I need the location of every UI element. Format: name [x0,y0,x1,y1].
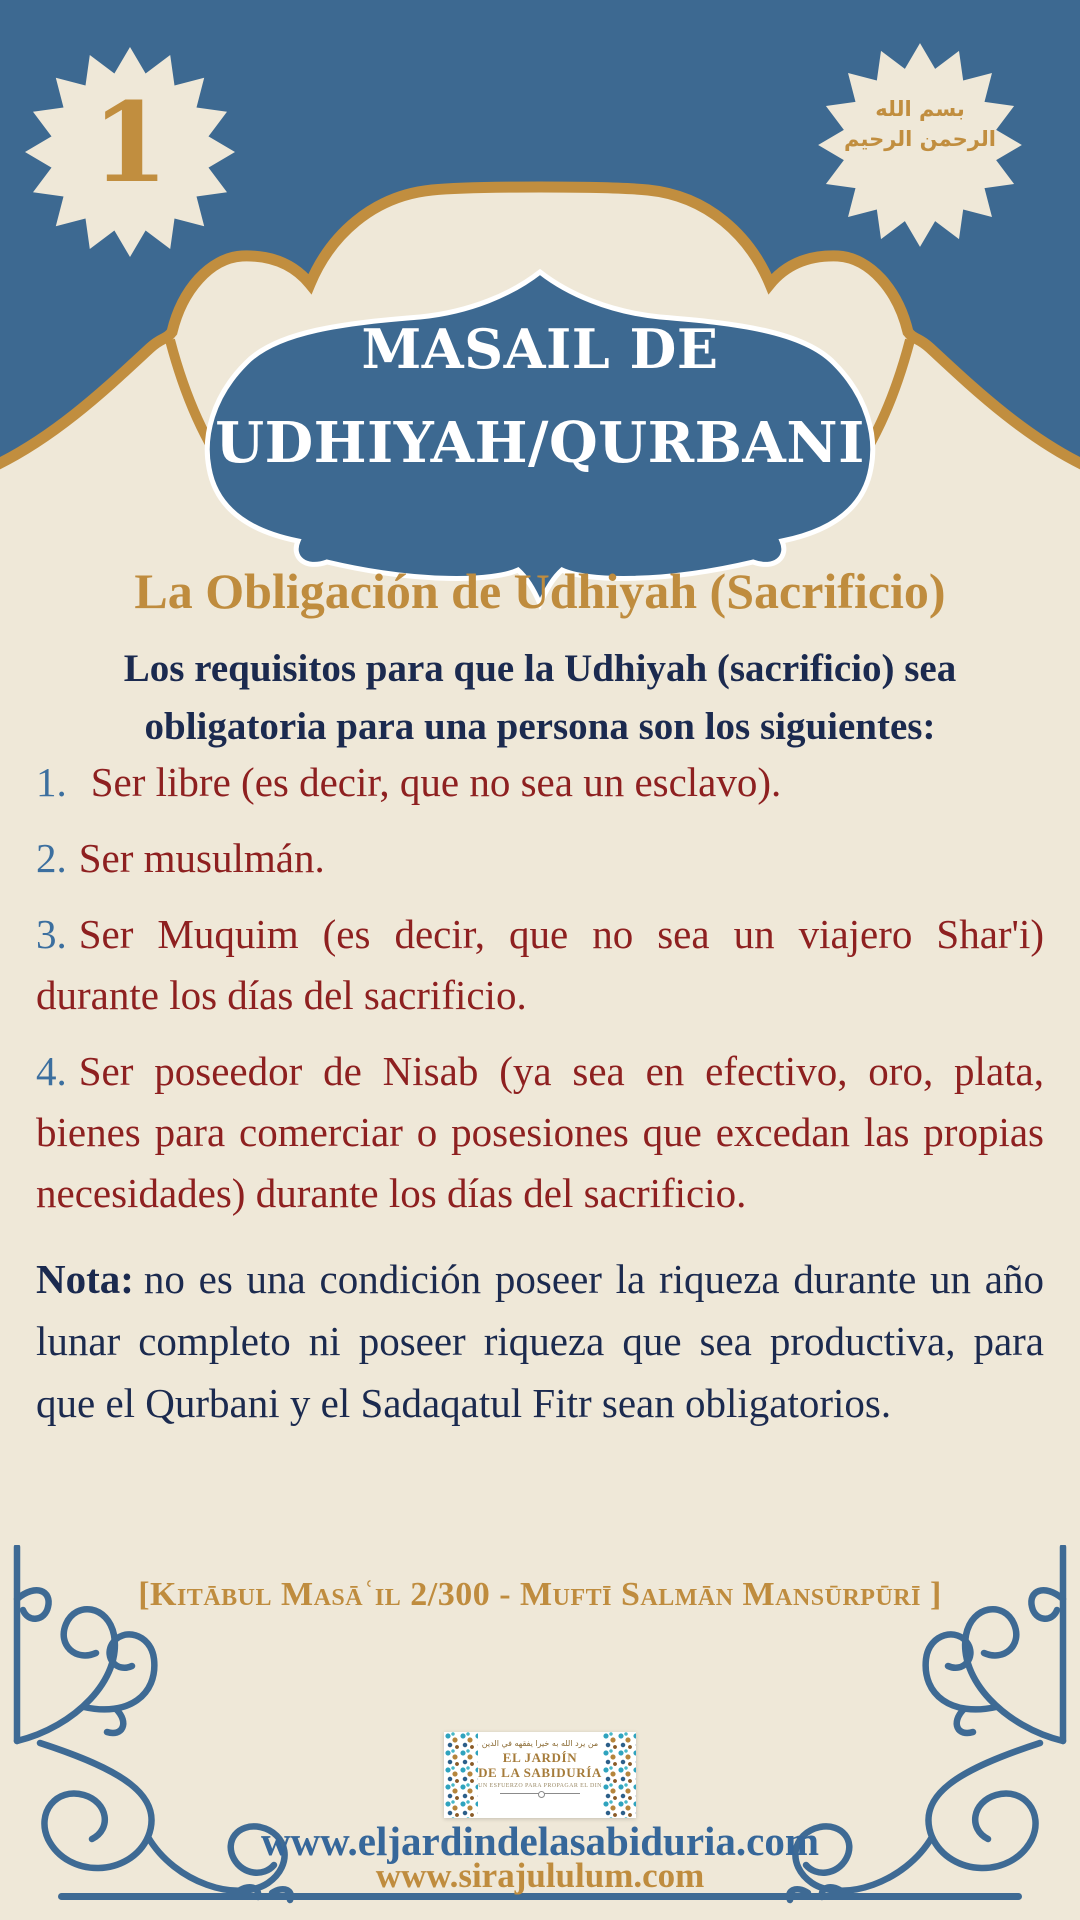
logo-name-line1: EL JARDÍN [502,1750,578,1766]
logo-tagline: UN ESFUERZO PARA PROPAGAR EL DIN [478,1783,602,1790]
title-line2: UDHIYAH/QURBANI [215,410,865,476]
logo [444,1732,636,1818]
list-item-number: 3. [36,911,67,957]
list-item [36,828,1044,889]
list-item-text: Ser poseedor de Nisab (ya sea en efectivo, oro, plata, bienes para comerciar o posesiones que excedan las propias necesidades) durante los días del sacrificio. [36,1048,1044,1216]
list-item [36,752,1044,813]
citation: [Kitābul Masāʿil 2/300 - Muftī Salmān Mansūrpūrī ] [138,1576,942,1613]
mosaic-pattern-left [444,1732,478,1818]
logo-divider [500,1793,580,1794]
intro-line1: Los requisitos para que la Udhiyah (sacrificio) sea [123,647,957,690]
list-item-text: Ser libre (es decir, que no sea un esclavo). [90,759,782,805]
bismillah-calligraphy: بسم الله الرحمن الرحيم [844,97,996,152]
website-primary: www.eljardindelasabiduria.com [260,1818,820,1864]
list-item-number: 1. [36,759,67,805]
requirements-list [36,752,1044,1434]
list-item-text: Ser Muquim (es decir, que no sea un viajero Shar'i) durante los días del sacrificio. [36,911,1044,1018]
list-item-number: 4. [36,1048,67,1094]
intro-line2: obligatoria para una persona son los siguientes: [144,705,936,748]
list-item-number: 2. [36,835,67,881]
title-line1: MASAIL DE [361,317,719,381]
list-item-text: Ser musulmán. [78,835,325,881]
mosaic-pattern-right [602,1732,636,1818]
website-secondary: www.sirajululum.com [375,1856,705,1895]
note-label: Nota: [36,1256,134,1302]
note-paragraph [36,1248,1044,1434]
logo-arabic-calligraphy: من يرد الله به خيرا يفقهه في الدين [481,1739,599,1748]
intro-text [60,640,1020,756]
list-item [36,904,1044,1026]
logo-content [478,1732,602,1818]
page-number-badge: 1 [91,78,169,207]
list-item [36,1041,1044,1224]
poster-title [90,302,990,490]
logo-name-line2: DE LA SABIDURÍA [478,1764,602,1780]
section-heading: La Obligación de Udhiyah (Sacrificio) [134,563,946,619]
note-text: no es una condición poseer la riqueza durante un año lunar completo ni poseer riqueza que sea productiva, para que el Qurbani y el Sadaqatul Fitr sean obligatorios. [36,1256,1044,1426]
